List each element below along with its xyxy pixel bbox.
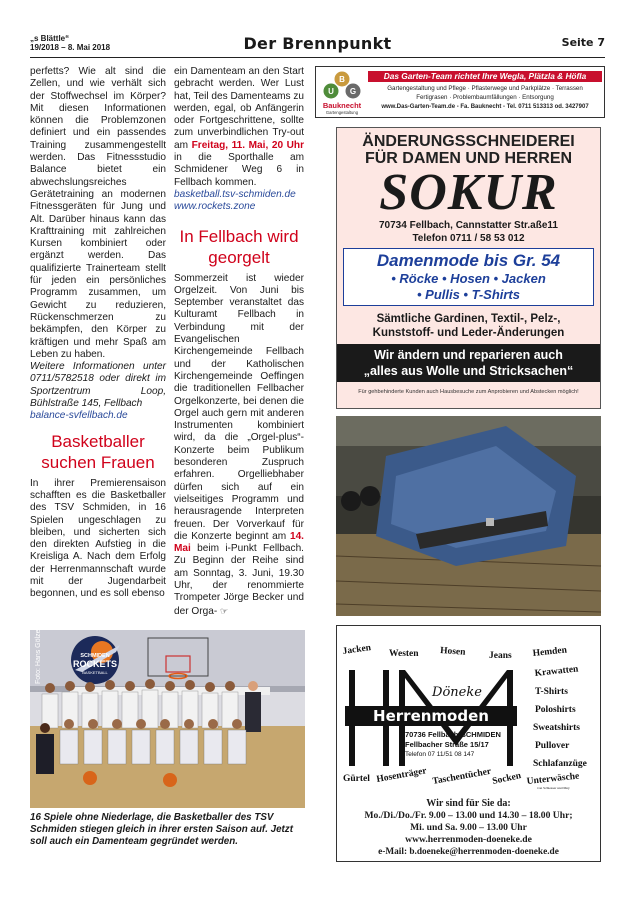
fitness-paragraph: perfetts? Wie alt sind die Zellen, und wie verhält sich der Stoffwechsel im Körper? Mit diesen Informationen können die Problemzonen definiert und ein passendes Training zusammengestellt werden. Das Fitnessstudio Balance bietet ein abwechslungsreiches Gerätetraining an modernen Fitnessgeräten für Jung und Alt. Darüber hinaus kann das Krafttraining mit zahlreichen Kursen kombiniert oder ergänzt werden. Das qualifizierte Trainerteam stellt für jeden ein persönliches Programm zusammen, um Gewicht zu reduzieren, Rückenschmerzen zu bekämpfen, den Körper zu kräftigen und mehr Spaß am Leben zu haben. [30,66,166,360]
fitness-info: Weitere Informationen unter 0711/5782518 oder direkt im Sportzentrum Loop, Bühlstraße 145, Fellbach [30,361,166,410]
basketball-link[interactable]: basketball.tsv-schmiden.de [174,188,296,200]
rockets-link[interactable]: www.rockets.zone [174,201,256,213]
garden-contact: www.Das-Garten-Team.de - Fa. Bauknecht - Tel. 0711 513313 od. 3427907 [381,104,589,110]
sokur-footnote: Für gehbehinderte Kunden auch Hausbesuche zum Anprobieren und Abstecken möglich! [358,389,579,395]
doeneke-website[interactable]: www.herrenmoden-doeneke.de [405,834,532,845]
logo-letter: G [349,87,357,96]
logo-sub: Gartengestaltung [325,110,359,115]
logo-text-3: BASKETBALL [82,670,108,675]
orgel-paragraph [174,273,304,618]
basketball-paragraph: In ihrer Premierensaison schafften es die Basketballer des TSV Schmiden, in 16 Spielen ungeschlagen zu bleiben, und sicherten sich den direkten Aufstieg in die Kreisliga A. Nach dem Erfolg der Herrenmannschaft wurde mit der Jugendarbeit begonnen, und es soll ebenso [30,477,166,600]
word-schlafanzuege: Schlafanzüge [533,759,587,769]
word-poloshirts: Poloshirts [535,705,576,715]
wool-banner-1: Wir ändern und reparieren auch [374,348,563,362]
sokur-name: SOKUR [379,164,558,221]
edition-date: 19/2018 – 8. Mai 2018 [30,43,111,52]
hours-title: Wir sind für Sie da: [426,798,511,809]
fitness-link[interactable]: balance-svfellbach.de [30,410,128,422]
text-run: ein Damenteam an den Start gebracht werden. Wer Lust hat, Teil des Damenteams zu werden, egal, ob Anfängerin oder Fortgeschrittene, sollte zum unverbindlichen Try-out am [174,66,304,151]
logo-name: Bauknecht [322,101,362,110]
doeneke-script-name: Döneke [432,685,482,700]
sokur-services-1: Sämtliche Gardinen, Textil-, Pelz-, [376,313,561,325]
sokur-phone: Telefon 0711 / 58 53 012 [412,233,525,244]
trousers-photo-svg [336,416,601,616]
ad-sokur[interactable] [336,127,601,409]
sokur-damenmode-box [343,248,594,306]
word-hosen: Hosen [439,646,466,658]
word-guertel: Gürtel [343,774,370,784]
tryout-date: Freitag, 11. Mai, 20 Uhr [191,139,305,151]
doeneke-logo-svg [337,626,599,790]
damenmode-items-2: • Pullis • T-Shirts [416,287,520,302]
sokur-wool-banner [337,344,600,382]
hours-line-1: Mo./Di./Do./Fr. 9.00 – 13.00 und 14.30 – 18.00 Uhr; [364,810,573,821]
damenmode-items-1: • Röcke • Hosen • Jacken [391,271,546,286]
word-jeans: Jeans [489,651,512,661]
presale-date: 14. Mai [174,530,304,555]
text-run: Sommerzeit ist wieder Orgelzeit. Von Juni bis September veranstaltet das Kulturamt Fellbach in Verbindung mit der Evangelischen Kirchengemeinde Fellbach und der Katholischen Kirchengemeinde Oeffingen die traditionellen Fellbacher Orgelkonzerte, bei denen die Orgel auch gern mit anderen Instrumenten kombiniert wird, da die „Orgel-plus“-Konzerte beim Publikum besonderen Zuspruch erfahren. Orgelliebhaber dürfen sich auf ein vielseitiges Programm und herausragende Interpreten freuen. Der Vorverkauf für die Konzerte beginnt am [174,272,304,542]
team-photo-svg [30,630,305,808]
wool-banner-2: „alles aus Wolle und Stricksachen“ [363,364,574,378]
headline-orgel: In Fellbach wird georgelt [179,226,299,267]
headline-basketball: Basketballer suchen Frauen [41,431,155,472]
garden-headline: Das Garten-Team richtet Ihre Wegla, Plätzla & Höfla [368,71,602,82]
ad-trousers-photo [336,416,601,616]
ad-doeneke[interactable] [336,625,601,862]
word-hemden: Hemden [532,645,568,659]
ad-garden-team[interactable] [315,66,605,118]
doeneke-phone: Telefon 07 11/51 08 147 [405,751,475,758]
section-title: Der Brennpunkt [243,34,392,53]
photo-credit: Foto: Hans Gölze [35,629,42,684]
text-run: in die Sporthalle am Schmidener Weg 6 in Fellbach kommen. [174,152,304,188]
damenmode-title: Damenmode bis Gr. 54 [376,251,561,270]
damenteam-paragraph [174,66,304,189]
photo-caption: 16 Spiele ohne Niederlage, die Basketballer des TSV Schmiden stiegen gleich in ihrer ersten Saison auf. Jetzt soll auch ein Damenteam gegründet werden. [30,812,293,847]
herrenmoden-banner: Herrenmoden [373,707,489,725]
word-tshirts: T-Shirts [535,687,568,697]
word-schiesser: von Schiesser und Mey [537,786,570,790]
column-2 [174,66,304,618]
word-westen: Westen [389,649,419,659]
page-number: Seite 7 [561,36,605,49]
edition-name: „s Blättle“ [30,34,70,43]
logo-letter: B [339,75,345,84]
page-header [30,34,605,58]
continue-icon: ☞ [220,605,229,616]
sokur-address: 70734 Fellbach, Cannstatter Str.aße11 [379,220,558,231]
word-hosentraeger: Hosenträger [375,766,428,785]
word-unterwaesche: Unterwäsche [526,771,580,787]
garden-logo-icon [319,70,365,116]
sokur-services-2: Kunststoff- und Leder-Änderungen [372,327,565,339]
sokur-title-1: ÄNDERUNGSSCHNEIDEREI [362,133,575,150]
garden-services-1: Gartengestaltung und Pflege · Pflasterwege und Parkplätze · Terrassen [387,85,583,92]
word-sweatshirts: Sweatshirts [533,723,580,733]
hours-line-2: Mi. und Sa. 9.00 – 13.00 Uhr [410,822,527,833]
logo-text-1: SCHMIDEN [80,653,110,659]
column-1 [30,66,166,601]
team-photo [30,630,305,808]
garden-services-2: Fertigrasen · Problembaumfällungen · Entsorgung [416,94,554,101]
sokur-title-2: FÜR DAMEN UND HERREN [364,150,573,167]
word-pullover: Pullover [535,741,570,751]
doeneke-addr-1: 70736 Fellbach-SCHMIDEN [405,730,501,739]
word-krawatten: Krawatten [534,664,579,679]
doeneke-email[interactable]: e-Mail: b.doeneke@herrenmoden-doeneke.de [378,847,559,857]
doeneke-addr-2: Fellbacher Straße 15/17 [405,740,489,749]
logo-letter: U [328,87,334,96]
logo-text-2: ROCKETS [72,659,118,669]
text-run: beim i-Punkt Fellbach. Zu Beginn der Reihe sind am Sonntag, 3. Juni, 19.30 Uhr, der renommierte Trompeter Jörge Becker und der Orga- [174,543,304,617]
word-taschentuecher: Taschentücher [431,766,492,787]
word-socken: Socken [491,771,523,787]
word-jacken: Jacken [342,643,372,657]
